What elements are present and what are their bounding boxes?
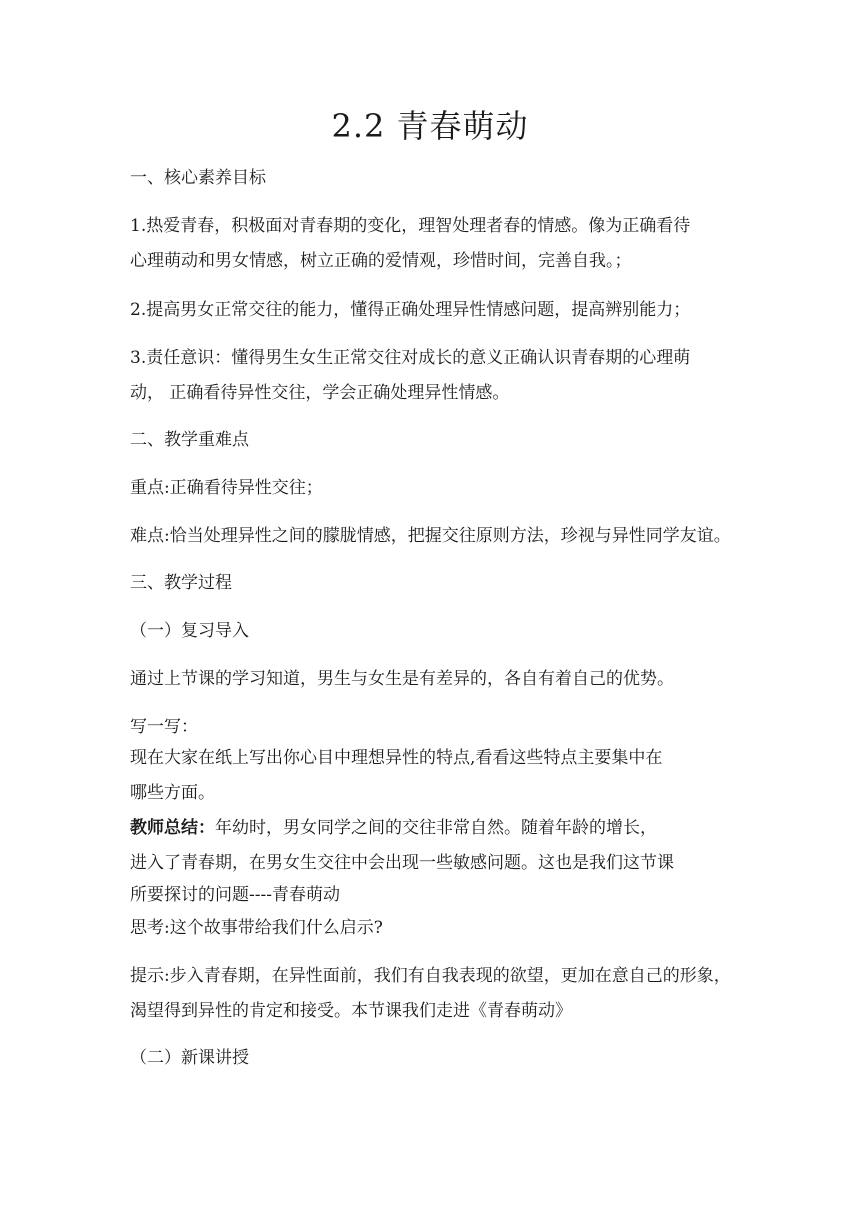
part-2-heading: （二）新课讲授 bbox=[130, 1048, 249, 1068]
section-heading-process: 三、教学过程 bbox=[130, 573, 232, 593]
review-text: 通过上节课的学习知道，男生与女生是有差异的，各自有着自己的优势。 bbox=[130, 669, 674, 689]
write-line-1: 现在大家在纸上写出你心目中理想异性的特点,看看这些特点主要集中在 bbox=[130, 748, 663, 768]
page-title: 2.2 青春萌动 bbox=[331, 107, 529, 145]
hint-line-1: 提示:步入青春期，在异性面前，我们有自我表现的欲望，更加在意自己的形象， bbox=[130, 966, 731, 986]
key-point: 重点:正确看待异性交往； bbox=[130, 478, 323, 498]
think-question: 思考:这个故事带给我们什么启示? bbox=[130, 918, 383, 938]
part-1-heading: （一）复习导入 bbox=[130, 621, 249, 641]
goal-1-line-1: 1.热爱青春，积极面对青春期的变化，理智处理者春的情感。像为正确看待 bbox=[130, 216, 691, 236]
write-line-2: 哪些方面。 bbox=[130, 783, 215, 803]
difficult-point: 难点:恰当处理异性之间的朦胧情感，把握交往原则方法，珍视与异性同学友谊。 bbox=[130, 526, 731, 546]
teacher-summary-line-1 bbox=[130, 816, 657, 840]
write-label: 写一写： bbox=[130, 717, 198, 737]
goal-1-line-2: 心理萌动和男女情感，树立正确的爱情观，珍惜时间，完善自我。； bbox=[130, 251, 632, 271]
goal-3-line-1: 3.责任意识：懂得男生女生正常交往对成长的意义正确认识青春期的心理萌 bbox=[130, 348, 691, 368]
section-heading-key-points: 二、教学重难点 bbox=[130, 430, 249, 450]
goal-3-line-2: 动， 正确看待异性交往，学会正确处理异性情感。 bbox=[130, 383, 510, 403]
teacher-summary-text: 年幼时，男女同学之间的交往非常自然。随着年龄的增长， bbox=[215, 818, 657, 838]
goal-2: 2.提高男女正常交往的能力，懂得正确处理异性情感问题，提高辨别能力； bbox=[130, 300, 691, 320]
section-heading-goals: 一、核心素养目标 bbox=[130, 168, 266, 188]
teacher-summary-line-2: 进入了青春期，在男女生交往中会出现一些敏感问题。这也是我们这节课 bbox=[130, 853, 674, 873]
hint-line-2: 渴望得到异性的肯定和接受。本节课我们走进《青春萌动》 bbox=[130, 1001, 572, 1021]
teacher-summary-label: 教师总结： bbox=[130, 818, 215, 838]
teacher-summary-line-3: 所要探讨的问题----青春萌动 bbox=[130, 885, 340, 905]
